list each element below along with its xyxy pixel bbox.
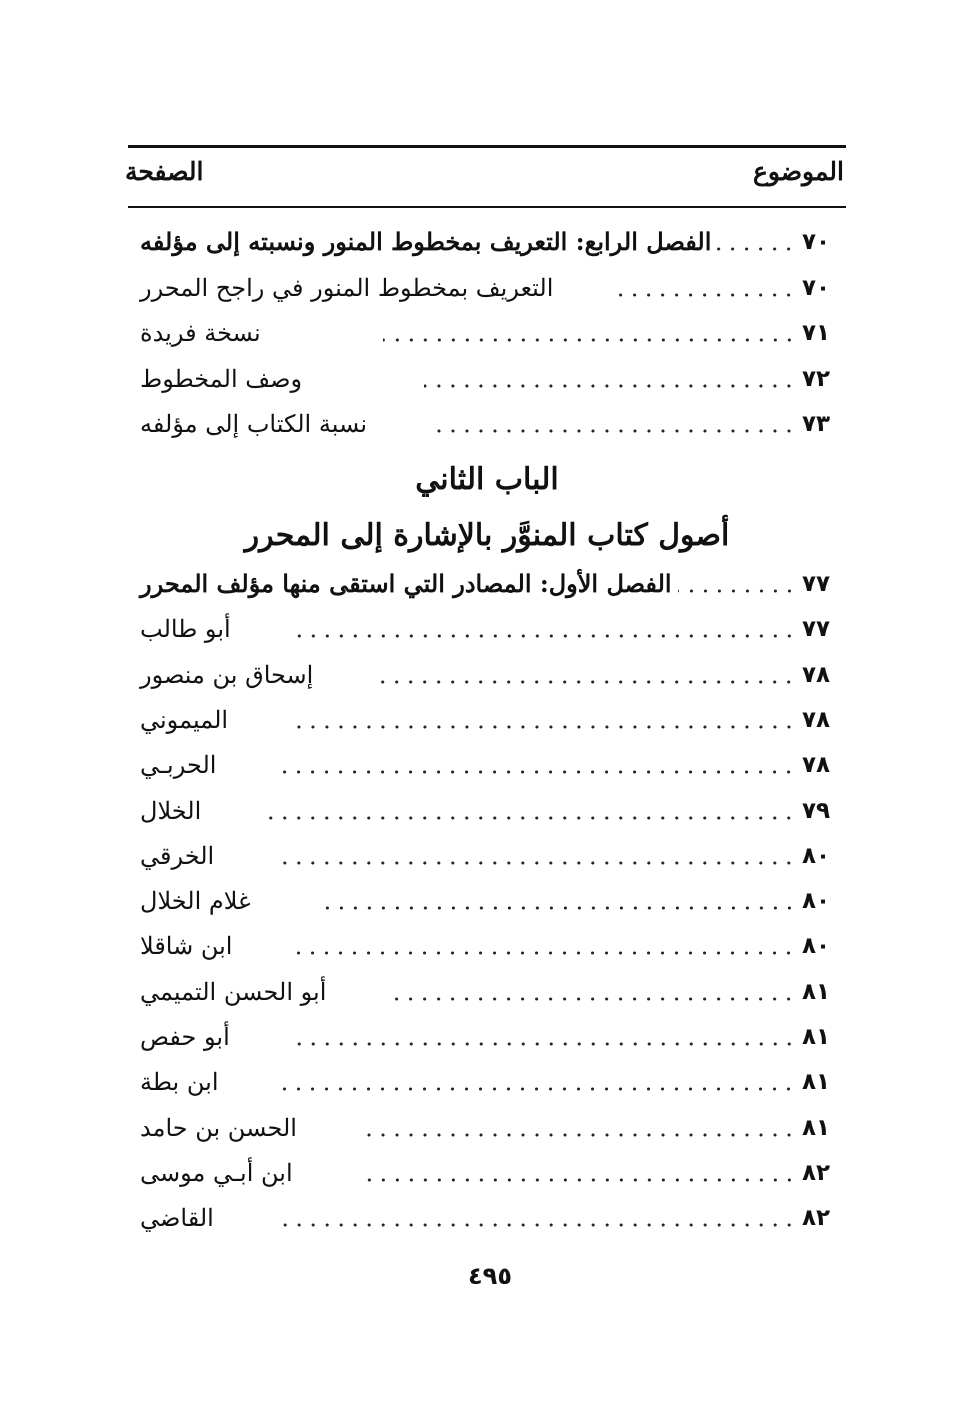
toc-entry: [130, 1017, 844, 1057]
toc-entry: [130, 1108, 844, 1148]
toc-entry-text: ابن أبـي موسى: [140, 1158, 293, 1187]
toc-entry-title: [130, 972, 326, 1012]
toc-entry-text: نسخة فريدة: [140, 319, 261, 347]
toc-entry-title: [130, 1062, 218, 1102]
toc-entry: [130, 313, 844, 353]
part-subtitle: أصول كتاب المنوَّر بالإشارة إلى المحرر: [244, 518, 730, 553]
dot-leader: [357, 1178, 796, 1182]
toc-entry-page: ٨١: [802, 1069, 831, 1096]
dot-leader: [717, 247, 796, 251]
toc-entry-page: ٧٨: [802, 706, 831, 733]
dot-leader: [617, 293, 796, 297]
dot-leader: [315, 906, 796, 910]
toc-entry: [130, 972, 844, 1012]
toc-entry-page: ٨٠: [802, 933, 831, 960]
toc-entry-title: [130, 836, 214, 876]
toc-entry-title: [130, 609, 231, 649]
toc-entry: [130, 655, 844, 695]
dot-leader: [383, 338, 796, 342]
toc-entry: [130, 745, 844, 785]
toc-entry: [130, 700, 844, 740]
page-column-label: الصفحة: [125, 157, 204, 186]
toc-entry-page: ٧٧: [802, 571, 831, 597]
toc-entry-page: ٧٧: [802, 616, 831, 643]
toc-entry-page: ٧٠: [802, 274, 831, 301]
toc-entry-title: [130, 1198, 214, 1238]
toc-entry-title: [130, 1108, 297, 1148]
toc-entry-title: [130, 404, 367, 444]
toc-entry-text: أبو الحسن التميمي: [140, 977, 327, 1006]
toc-entry-page: ٨١: [802, 1024, 831, 1050]
part-title: الباب الثاني: [415, 462, 559, 497]
dot-leader: [431, 429, 796, 433]
toc-entry-title: [130, 700, 228, 740]
toc-entry-text: الميموني: [140, 705, 229, 734]
toc-entry-title: [130, 926, 232, 966]
toc-entry-page: ٨٢: [802, 1205, 831, 1232]
dot-leader: [390, 997, 796, 1001]
dot-leader: [292, 725, 796, 729]
toc-entry: [130, 222, 844, 262]
toc-entry-title: [130, 222, 711, 262]
toc-entry: [130, 791, 844, 831]
toc-entry-page: ٧٨: [802, 752, 831, 779]
toc-entry-title: [130, 313, 261, 353]
toc-entry-page: ٧٠: [802, 229, 831, 255]
toc-entry: [130, 404, 844, 444]
toc-entry-page: ٧١: [802, 320, 831, 346]
toc-entry-text: ابن بطة: [140, 1068, 219, 1097]
toc-entry-text: الخرقي: [140, 841, 215, 870]
page-number: ٤٩٥: [468, 1262, 512, 1290]
toc-entry: [130, 1153, 844, 1193]
toc-entry-page: ٧٨: [802, 661, 831, 688]
toc-entry-title: [130, 1017, 230, 1057]
dot-leader: [296, 951, 796, 955]
toc-entry: [130, 609, 844, 649]
toc-entry-text: التعريف بمخطوط المنور في راجح المحرر: [140, 273, 554, 302]
header-bottom-rule: [128, 206, 846, 208]
topic-column-label: الموضوع: [753, 157, 844, 186]
toc-entry-page: ٧٣: [802, 411, 831, 437]
toc-entry-text: القاضي: [140, 1204, 214, 1233]
toc-entry-title: [130, 881, 251, 921]
toc-entry-text: الحربـي: [140, 751, 217, 780]
toc-entry: [130, 268, 844, 308]
toc-entry-text: ابن شاقلا: [140, 932, 233, 961]
chapter-label: الفصل الأول:: [539, 569, 672, 598]
toc-entry-title: [130, 1153, 293, 1193]
dot-leader: [265, 816, 796, 820]
toc-entry-page: ٨١: [802, 1114, 831, 1141]
toc-entry-title: [130, 564, 672, 604]
toc-entry: [130, 926, 844, 966]
toc-entry-text: إسحاق بن منصور: [140, 660, 314, 689]
toc-entry-text: الحسن بن حامد: [140, 1113, 297, 1142]
dot-leader: [678, 589, 796, 593]
toc-entry-text: نسبة الكتاب إلى مؤلفه: [140, 410, 368, 438]
toc-entry-title: [130, 791, 201, 831]
chapter-label: الفصل الرابع:: [575, 227, 712, 256]
toc-entry-text: أبو طالب: [140, 615, 231, 644]
toc-entry: [130, 359, 844, 399]
toc-entry: [130, 1198, 844, 1238]
toc-entry-text: أبو حفص: [140, 1023, 230, 1051]
toc-entry-page: ٨٠: [802, 888, 831, 915]
toc-entry-title: [130, 268, 553, 308]
dot-leader: [377, 680, 796, 684]
toc-entry-title: [130, 655, 313, 695]
toc-entry-page: ٨٢: [802, 1159, 831, 1186]
dot-leader: [280, 770, 796, 774]
toc-entry-page: ٧٩: [802, 797, 831, 824]
dot-leader: [278, 1223, 796, 1227]
dot-leader: [295, 634, 796, 638]
header-top-rule: [128, 145, 846, 148]
toc-entry-text: غلام الخلال: [140, 887, 251, 916]
toc-entry-page: ٧٢: [802, 365, 831, 392]
toc-entry-text: المصادر التي استقى منها مؤلف المحرر: [140, 569, 540, 598]
toc-entry-page: ٨٠: [802, 842, 831, 869]
dot-leader: [278, 861, 796, 865]
toc-entry-text: وصف المخطوط: [140, 364, 303, 393]
toc-entry: [130, 881, 844, 921]
toc-entry: [130, 1062, 844, 1102]
dot-leader: [424, 384, 796, 388]
toc-entry-title: [130, 745, 216, 785]
toc-entry-page: ٨١: [802, 978, 831, 1005]
toc-entry-title: [130, 359, 302, 399]
toc-entry: [130, 836, 844, 876]
toc-entry-text: التعريف بمخطوط المنور ونسبته إلى مؤلفه: [140, 227, 576, 256]
toc-entry-text: الخلال: [140, 796, 202, 825]
dot-leader: [294, 1042, 796, 1046]
toc-entry: [130, 564, 844, 604]
dot-leader: [282, 1087, 796, 1091]
dot-leader: [361, 1133, 796, 1137]
